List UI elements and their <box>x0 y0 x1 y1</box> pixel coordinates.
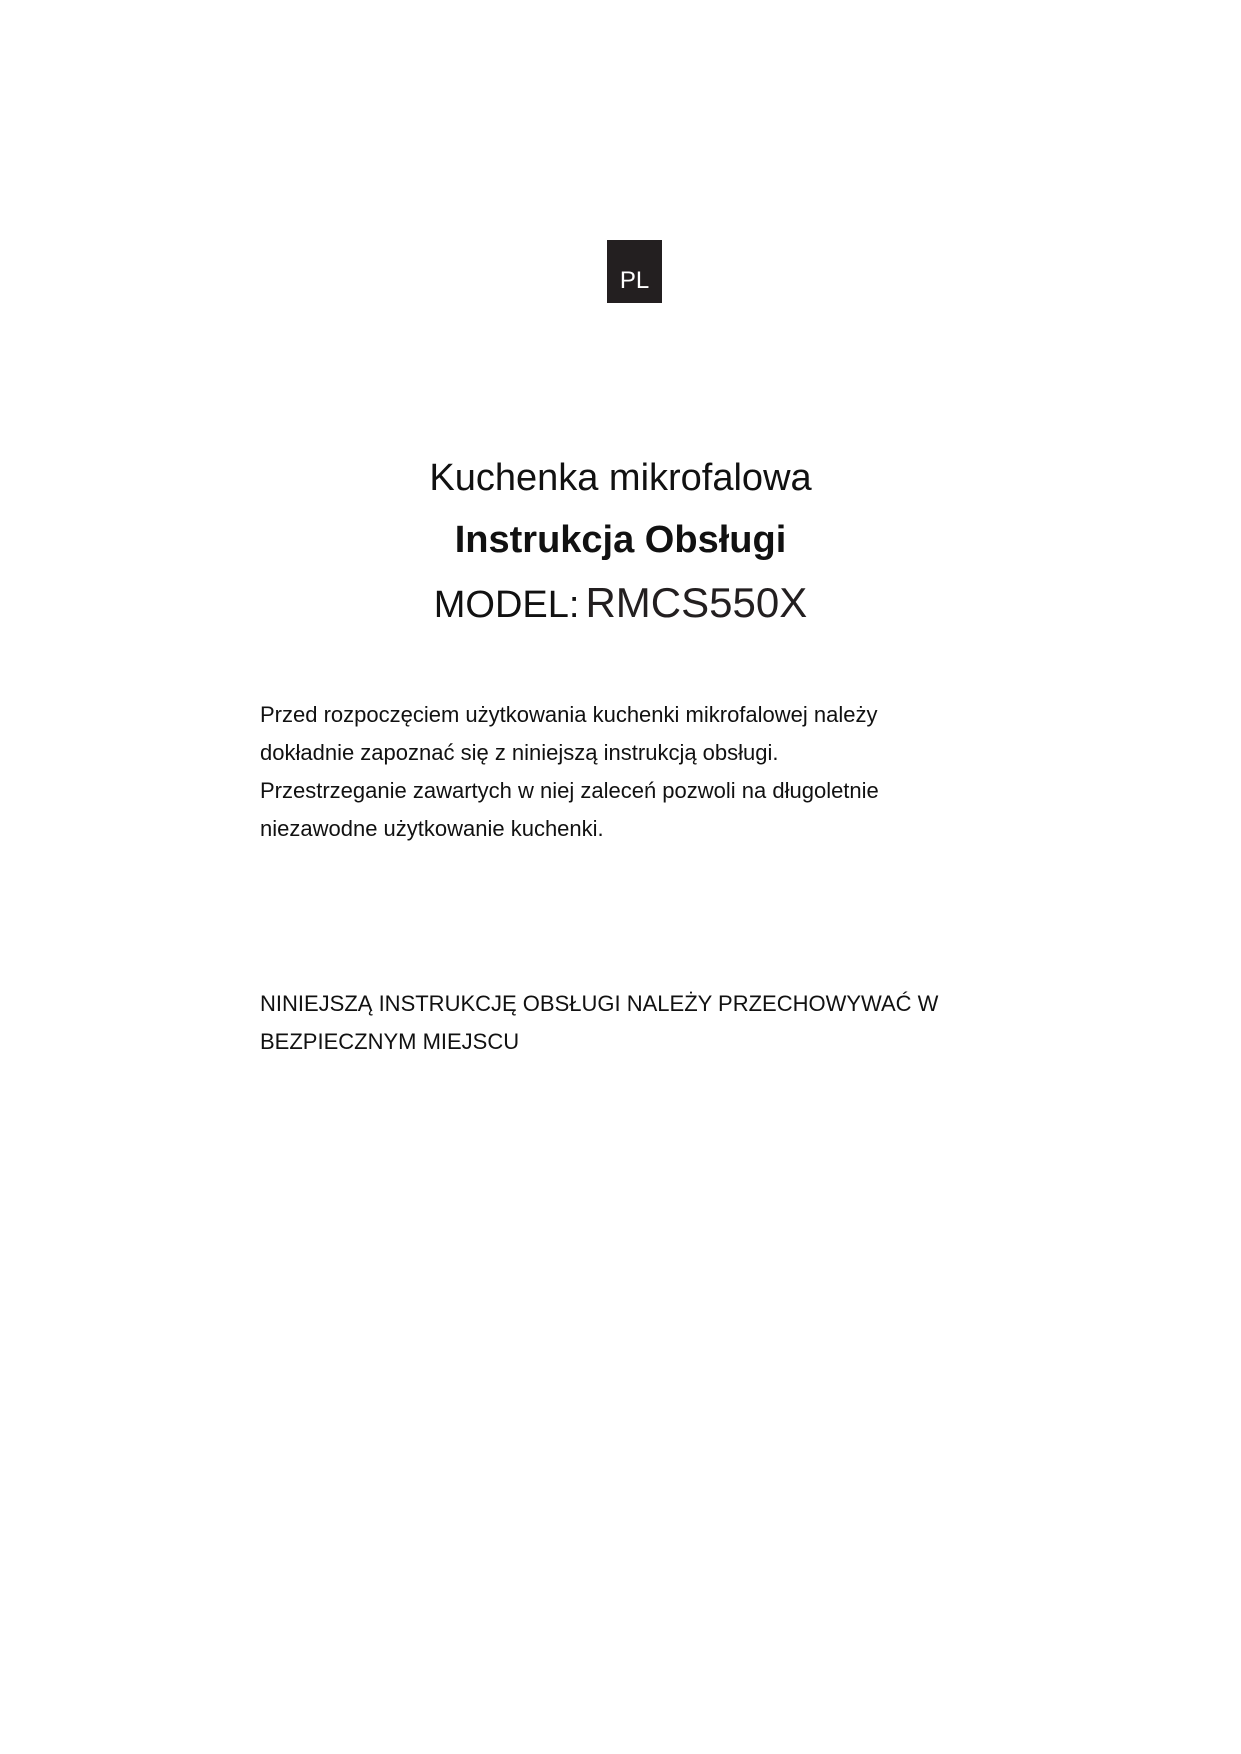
notice-line: NINIEJSZĄ INSTRUKCJĘ OBSŁUGI NALEŻY PRZECHOWYWAĆ W <box>260 991 939 1016</box>
language-badge <box>607 240 662 303</box>
storage-notice <box>260 985 1060 1061</box>
model-line <box>0 578 1241 638</box>
product-title: Kuchenka mikrofalowa <box>429 457 812 499</box>
intro-line: Przestrzeganie zawartych w niej zaleceń pozwoli na długoletnie <box>260 778 879 803</box>
language-code: PL <box>619 267 650 294</box>
manual-title: Instrukcja Obsługi <box>454 519 787 561</box>
notice-line: BEZPIECZNYM MIEJSCU <box>260 1029 520 1054</box>
intro-line: Przed rozpoczęciem użytkowania kuchenki mikrofalowej należy <box>260 702 878 727</box>
model-number: RMCS550X <box>585 579 808 626</box>
intro-paragraph <box>260 696 1020 848</box>
model-label: MODEL: <box>433 584 580 626</box>
intro-line: dokładnie zapoznać się z niniejszą instrukcją obsługi. <box>260 740 779 765</box>
intro-line: niezawodne użytkowanie kuchenki. <box>260 816 604 841</box>
